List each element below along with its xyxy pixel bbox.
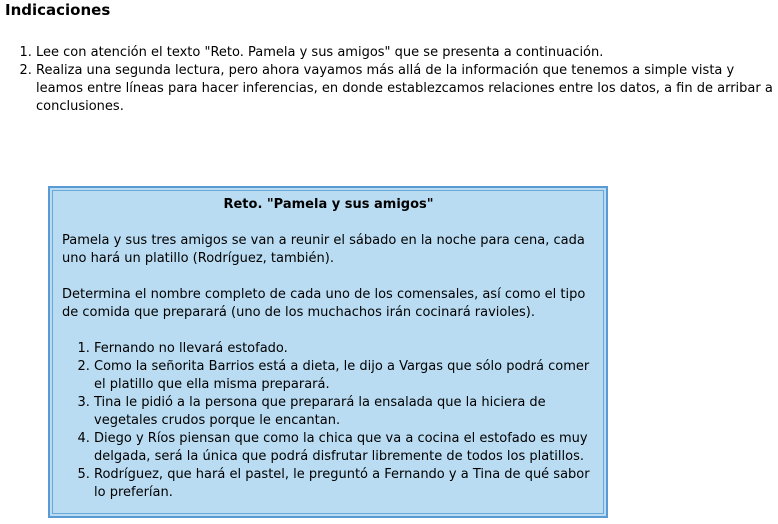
challenge-box-inner (52, 190, 604, 514)
clue-item: 1. Fernando no llevará estofado. (94, 340, 595, 358)
challenge-box (48, 186, 608, 518)
challenge-title: Reto. "Pamela y sus amigos" (223, 197, 434, 212)
clue-item: 4. Diego y Ríos piensan que como la chica que va a cocina el estofado es muy delgada, será la única que podrá disfrutar libremente de todos los platillos. (94, 430, 595, 466)
challenge-paragraph: Determina el nombre completo de cada uno de los comensales, así como el tipo de comida que preparará (uno de los muchachos irán cocinará ravioles). (62, 287, 586, 320)
clues-list (62, 340, 595, 502)
instructions-list (0, 44, 778, 116)
challenge-paragraph: Pamela y sus tres amigos se van a reunir el sábado en la noche para cena, cada uno hará un platillo (Rodríguez, también). (62, 233, 585, 266)
clue-item: 3. Tina le pidió a la persona que preparará la ensalada que la hiciera de vegetales crudos porque le encantan. (94, 394, 595, 430)
instructions-list-container (0, 44, 778, 120)
clue-item: 5. Rodríguez, que hará el pastel, le preguntó a Fernando y a Tina de qué sabor lo preferían. (94, 466, 595, 502)
instruction-item: 1. Lee con atención el texto "Reto. Pamela y sus amigos" que se presenta a continuación. (36, 44, 778, 62)
section-heading: Indicaciones (5, 1, 111, 19)
clue-item: 2. Como la señorita Barrios está a dieta, le dijo a Vargas que sólo podrá comer el platillo que ella misma preparará. (94, 358, 595, 394)
instruction-item: 2. Realiza una segunda lectura, pero ahora vayamos más allá de la información que tenemos a simple vista y leamos entre líneas para hacer inferencias, en donde establezcamos relaciones entre los datos, a fin de arribar a conclusiones. (36, 62, 778, 116)
